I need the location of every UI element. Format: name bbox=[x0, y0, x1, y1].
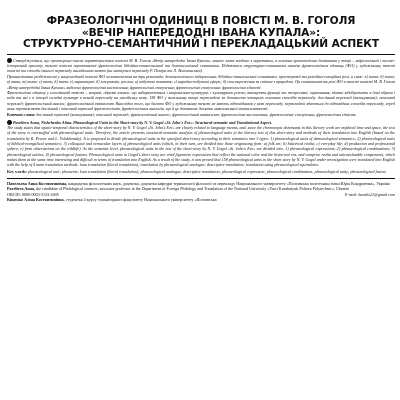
keywords-en: Key words: phraseological unit; phraseme; loan translation (literal translation); phraseological analogue, descriptive translation; phraseological expression; phraseological combination; phraseological unity; phraseological fusion. bbox=[7, 168, 387, 174]
abstract-en-p1: The study states that spatio-temporal characteristics of the short-story by N. V. Gogol «St. John's Eve» are closely related to language means, and, since the chronotopic dominants in this literary work are mythical time and space, the text of the story is overstuffed with phraseological units. Therefore, the article presents structural-semantic analysis of phraseological units in the literary text of this short-story and methods of their translation into English (based on the translation by R. Pevear and L. Volokhonsky). It is proposed to divide phraseological units in the specified short-story according to their semantics into 3 types: 1) phraseological units of demonological semantics; 2) phraseological units of biblical-evangelical semantics; 3) colloquial and vernacular layers of phraseological units (which, in their turn, are divided into those originating from: a) folk art; b) historical realia; c) everyday life; d) production and professional sphere; e) from observations on the wildlife). As the semantic level, phraseological units in the text of the short-story by N. V. Gogol «St. John's Eve» are divided into: 1) phraseological expressions; 2) phraseological combinations; 3) phraseological unities; 4) phraseological fusions. Phraseological units in Gogol's short story are vivid figurative expressions that reflect the national color and the historical era, and comprise realia and untranslatable components, which makes them at the same time interesting and difficult in terms of translation into English. As a result of the study, it was proved that 158 phraseological units in the short story by N. V. Gogol under investigation were translated into English with the help of 4 main translation methods: loan translation (literal translation); translation by phraseological analogue; descriptive translation; translation using phraseological equivalents. bbox=[7, 124, 395, 168]
orcid: ORCID: 0000-0003-3133-2005 bbox=[7, 191, 59, 197]
keywords-ua: Ключові слова: дослівний переклад (калькування); описовий переклад; фразеологічний аналог; фразеологічний еквівалент; фразеологічне висловлення; фразеологічне сполучення; фразеологічна єдність. bbox=[7, 112, 357, 118]
author-2: Pavelieva Anna, the candidate of Philological sciences, associate professor at the Department of Foreign Philology and Translation of the National University «Yurii Kondratyuk Poltava Polytechnic», Ukraine bbox=[7, 186, 350, 192]
pen-icon bbox=[7, 120, 12, 125]
keywords-ua-label: Ключові слова: bbox=[7, 112, 36, 118]
header-space bbox=[7, 3, 395, 12]
author-info bbox=[7, 178, 395, 202]
article-title bbox=[7, 16, 395, 51]
pen-icon bbox=[7, 58, 12, 63]
title-line: СТРУКТУРНО-СЕМАНТИЧНИЙ І ПЕРЕКЛАДАЦЬКИЙ АСПЕКТ bbox=[23, 38, 379, 51]
abstract-ua-p1: Стверджується, що простороно-часові характеристики повісті М. В. Гоголя «Вечір напередодні Івана Купала» неначе злиті воєдино з наративом, а основна хронотопічна домінанта у творі – міфологічний і часово-історичний простір, тексті повісті перевтомлює фразеологічні біблійно-євангельський та демонологічний семантика. Подаються структурно-семантичні аналізи фразеологічних одиниць (ФО) у художньому тексті повісті та способи їхнього перекладу англійською мовою (на матеріалі перекладу Р. Певера та Л. Волохонської). bbox=[7, 57, 395, 74]
keywords-en-label: Key words: bbox=[7, 168, 27, 174]
author-3: Кіщенко Аліна Костянтинівна, студентка 4 курсу гуманітарного факультету Національного університету «Полтавська bbox=[7, 197, 217, 203]
abstract-en-head: Pavelieva Anna, Nishchenko Alina. Phraseological Units in the Short-story by N. V. Gogol «St. John's Eve»: Structural-semantic and Translational Aspect. bbox=[7, 120, 395, 125]
author-1: Павельєва Анна Костянтинівна, кандидатка філологічних наук, доцентка, доцентка кафедри термінології філології та перекладу Національного університету «Полтавська політехніка імені Юрія Кондратюка», Україна bbox=[7, 181, 390, 186]
title-line: «ВЕЧІР НАПЕРЕДОДНІ ІВАНА КУПАЛА»: bbox=[81, 26, 321, 39]
abstract-ua-p3: Фразеологічні одиниці у гоголівській повісті – яскраві, образні взагалі, що забарвлюються і національно-культурні, і культурною роллю; виконують функції та експресивні, оцінювання, здатні відображати в дані образи і коди та які є в історії складні культурі в певній перекладу на англійську мову. 158 ФО у загальному творі перекладені за допомогою чотирьох основних способів перекладу: дослівний переклад (калькування); описовий переклад; фразеологічний аналог; фразеологічний еквівалент. Внаслідок того, що багато ФО у художньому тексті не мають відповідників у мові перекладу, перекладачі вдаються до відповідних способів перекладу, серед яких переважають дослівний і описовий переклад фразеологізмів, фразеологічних аналогів, що й це допомагає досягти максимальної еквівалентності. bbox=[7, 89, 395, 111]
email[interactable]: E-mail: hanslts21@gmail.com bbox=[344, 191, 395, 197]
title-rule bbox=[7, 54, 395, 55]
abstract-ua-p2: Проаналізовані розбіжності у вищезгаданій повісті ФО за контекстом на три різновиди: демонологічного забарвлення; біблійно-євангельської семантики; просторової та релігійно-емоційної ролі, а саме: в) типи; б) типи; в) типи, т) типи; г) типи; д) типи; є) характерні; б) іспоризмів; рослин; в) побутові поняття; г) народно-побутові сфери; д) спостереження за світом з природою. Ця семантичність ролі ФО в тексті повісті М. В. Гоголя «Вечір напередодні Івана Купала» виділено фразеологічні висловлення; фразеологічні сполучення; фразеологічні сполучення; фразеологічні єдності. bbox=[7, 73, 395, 90]
title-line: ФРАЗЕОЛОГІЧНІ ОДИНИЦІ В ПОВІСТІ М. В. ГОГОЛЯ bbox=[46, 15, 356, 27]
